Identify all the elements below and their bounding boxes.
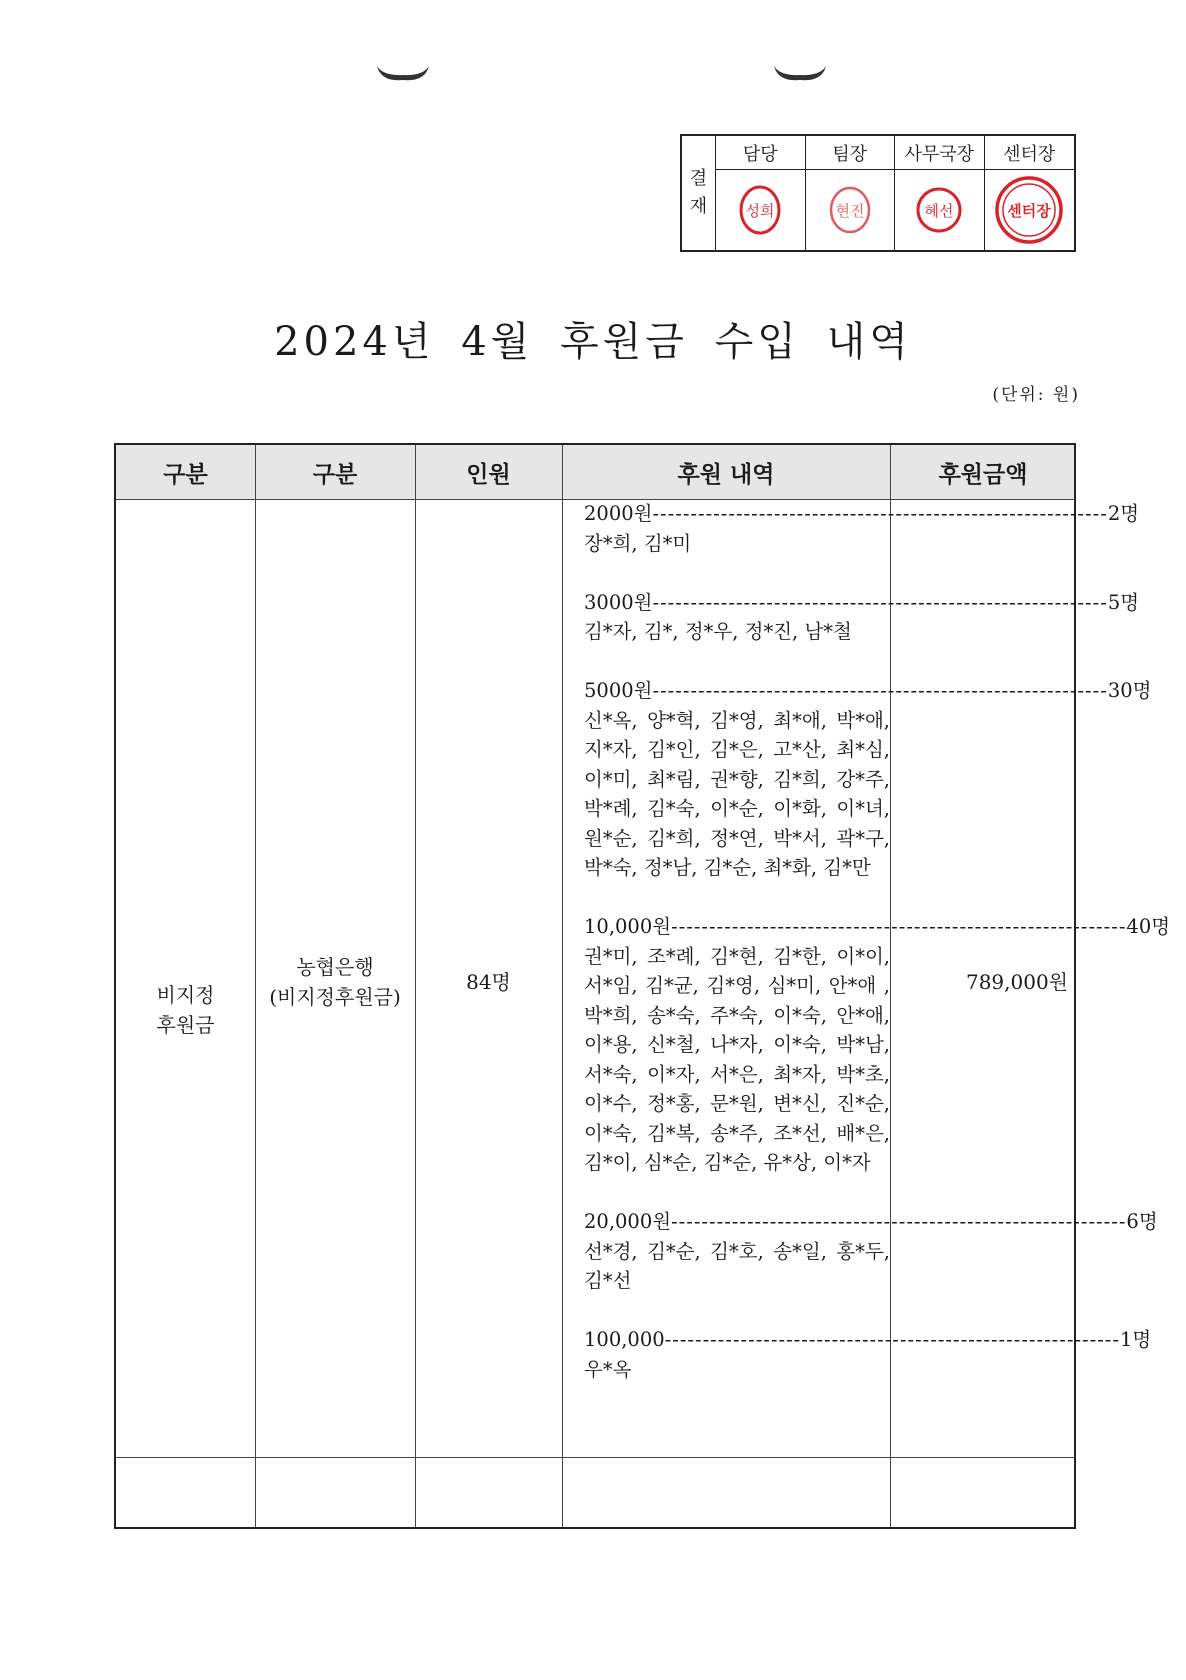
- tier-line: [584, 912, 1171, 942]
- tier-line: [584, 499, 1140, 529]
- approval-header-staff: 담당: [716, 136, 806, 170]
- approval-header-director: 센터장: [985, 136, 1075, 170]
- tier-count: 40명: [1126, 915, 1171, 938]
- header-details: 후원 내역: [677, 461, 775, 488]
- official-seal-icon: [994, 175, 1064, 245]
- tier-count: 5명: [1107, 590, 1140, 614]
- unit-note: (단위: 원): [992, 385, 1080, 405]
- punch-hole-icon: [772, 58, 828, 84]
- approval-header-team-lead: 팀장: [806, 136, 896, 170]
- tier-amount: 20,000원: [584, 1210, 672, 1233]
- row-category: 비지정 후원금: [156, 983, 215, 1037]
- tier-donor-names: 우*옥: [584, 1357, 632, 1381]
- tier-leader: ------------------------------------------------------------: [664, 1328, 1120, 1351]
- donation-tier: [584, 588, 1140, 647]
- approval-seal-secretary-general: [895, 170, 985, 250]
- row-count: 84명: [466, 970, 511, 994]
- donation-tier: [584, 1325, 1152, 1384]
- svg-text:혜선: 혜선: [924, 202, 954, 220]
- tier-donor-names: 선*경, 김*순, 김*호, 송*일, 홍*두, 김*선: [584, 1239, 890, 1292]
- tier-leader: ------------------------------------------------------------: [652, 502, 1108, 525]
- tier-count: 2명: [1107, 502, 1140, 525]
- approval-seal-team-lead: [806, 170, 896, 250]
- tier-leader: ------------------------------------------------------------: [652, 679, 1108, 702]
- tier-leader: ------------------------------------------------------------: [671, 915, 1127, 938]
- tier-count: 6명: [1126, 1210, 1158, 1233]
- header-account: 구분: [312, 461, 358, 488]
- donation-tier: [584, 499, 1140, 558]
- donation-table: [114, 443, 1171, 1529]
- approval-seal-staff: [716, 170, 806, 250]
- page-title: 2024년 4월 후원금 수입 내역: [274, 319, 912, 365]
- table-empty-row: [116, 1457, 1074, 1458]
- personal-seal-icon: [734, 184, 786, 236]
- approval-label: 결 재: [682, 136, 716, 250]
- donation-tier: [584, 1207, 1158, 1296]
- row-amount: 789,000원: [965, 970, 1068, 994]
- svg-text:센터장: 센터장: [1007, 202, 1051, 220]
- tier-donor-names: 장*희, 김*미: [584, 531, 692, 555]
- approval-seal-director: [985, 170, 1075, 250]
- row-account: 농협은행 (비지정후원금): [269, 955, 401, 1009]
- personal-seal-icon: [913, 184, 965, 236]
- tier-line: [584, 1325, 1152, 1355]
- svg-text:성희: 성희: [745, 202, 775, 220]
- tier-amount: 2000원: [584, 502, 653, 525]
- tier-line: [584, 1207, 1158, 1237]
- header-amount: 후원금액: [938, 461, 1028, 488]
- tier-count: 1명: [1119, 1328, 1152, 1351]
- tier-leader: ------------------------------------------------------------: [671, 1210, 1127, 1233]
- tier-line: [584, 588, 1140, 618]
- donation-tier: [584, 676, 1152, 883]
- tier-line: [584, 676, 1152, 706]
- approval-box: [680, 134, 1076, 252]
- tier-amount: 3000원: [584, 590, 653, 614]
- tier-donor-names: 김*자, 김*, 정*우, 정*진, 남*철: [584, 620, 852, 643]
- tier-count: 30명: [1107, 679, 1152, 702]
- header-category: 구분: [163, 461, 208, 488]
- tier-donor-names: 신*옥, 양*혁, 김*영, 최*애, 박*애, 지*자, 김*인, 김*은, 고*산, 최*심, 이*미, 최*림, 권*향, 김*희, 강*주, 박*례, 김*숙, 이*순, 이*화, 이*녀, 원*순, 김*희, 정*연, 박*서, 곽*구, 박*숙, 정*남, 김*순, 최*화, 김*만: [584, 708, 890, 879]
- tier-donor-names: 권*미, 조*례, 김*현, 김*한, 이*이, 서*임, 김*균, 김*영, 심*미, 안*애 , 박*희, 송*숙, 주*숙, 이*숙, 안*애, 이*용, 신*철, 나*자, 이*숙, 박*남, 서*숙, 이*자, 서*은, 최*자, 박*초, 이*수, 정*홍, 문*원, 변*신, 진*순, 이*숙, 김*복, 송*주, 조*선, 배*은, 김*이, 심*순, 김*순, 유*상, 이*자: [584, 944, 890, 1174]
- column-divider: [562, 445, 563, 1527]
- tier-leader: ------------------------------------------------------------: [652, 590, 1108, 614]
- header-count: 인원: [466, 461, 511, 488]
- tier-amount: 100,000: [584, 1328, 665, 1351]
- personal-seal-icon: [824, 184, 876, 236]
- svg-text:현진: 현진: [835, 202, 865, 220]
- approval-header-secretary-general: 사무국장: [895, 136, 985, 170]
- punch-hole-icon: [375, 58, 431, 84]
- tier-amount: 5000원: [584, 679, 653, 702]
- tier-amount: 10,000원: [584, 915, 672, 938]
